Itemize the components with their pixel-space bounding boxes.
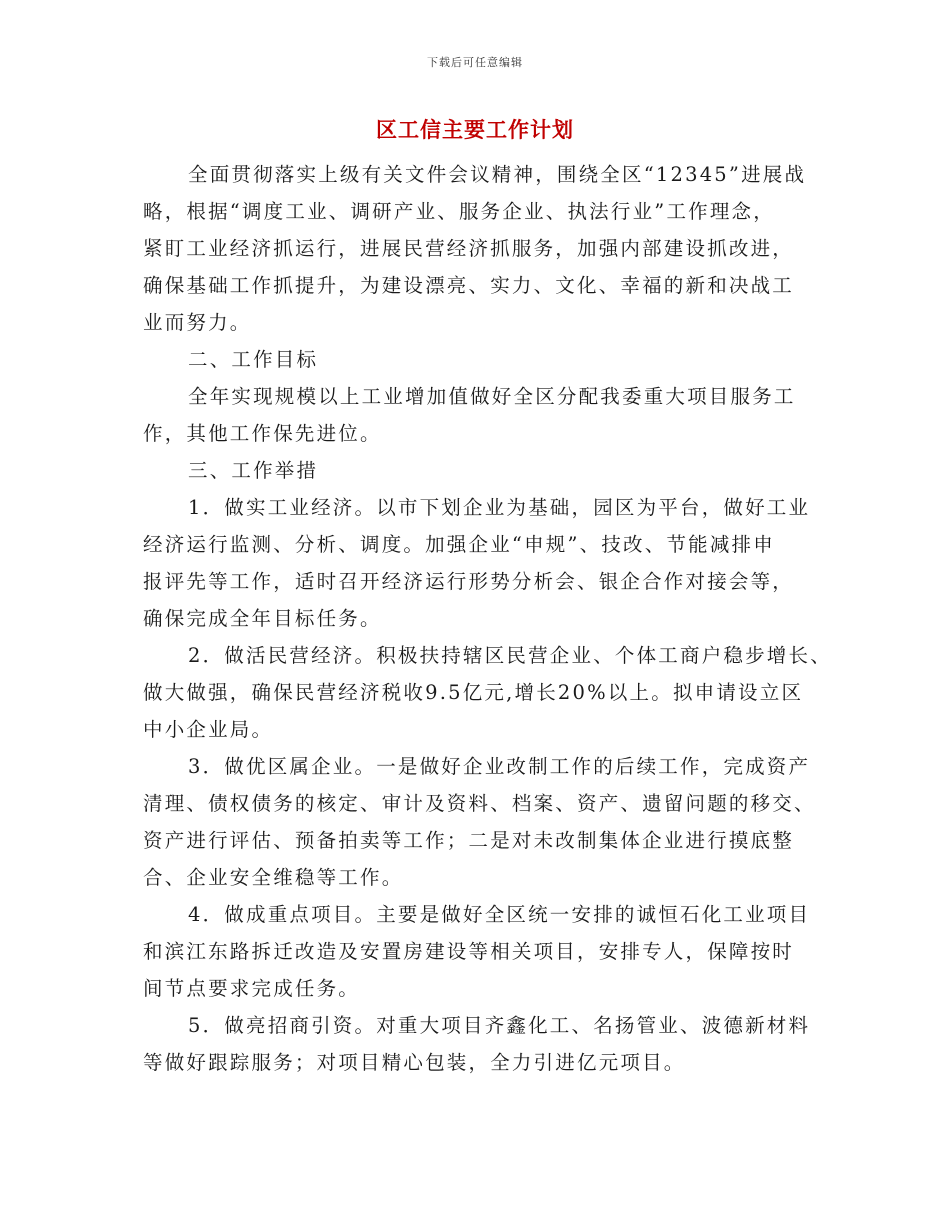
document-title: 区工信主要工作计划 [376, 117, 574, 142]
body-line: 间节点要求完成任务。 [143, 977, 361, 1000]
body-line: 业而努力。 [143, 311, 252, 334]
body-line: 经济运行监测、分析、调度。加强企业“申规”、技改、节能减排申 [143, 533, 775, 556]
body-line: 二、工作目标 [188, 348, 319, 371]
body-line: 5．做亮招商引资。对重大项目齐鑫化工、名扬管业、波德新材料 [188, 1014, 811, 1037]
body-line: 2．做活民营经济。积极扶持辖区民营企业、个体工商户稳步增长、 [188, 644, 832, 667]
body-line: 3．做优区属企业。一是做好企业改制工作的后续工作，完成资产 [188, 755, 811, 778]
body-line: 作，其他工作保先进位。 [143, 422, 382, 445]
body-line: 全面贯彻落实上级有关文件会议精神，围绕全区“12345”进展战 [188, 163, 807, 186]
header-note: 下载后可任意编辑 [427, 56, 523, 69]
body-line: 全年实现规模以上工业增加值做好全区分配我委重大项目服务工 [188, 385, 796, 408]
body-line: 略，根据“调度工业、调研产业、服务企业、执法行业”工作理念， [143, 200, 775, 223]
body-line: 资产进行评估、预备拍卖等工作；二是对未改制集体企业进行摸底整 [143, 829, 795, 852]
body-line: 清理、债权债务的核定、审计及资料、档案、资产、遗留问题的移交、 [143, 792, 816, 815]
body-line: 确保完成全年目标任务。 [143, 607, 382, 630]
body-line: 等做好跟踪服务；对项目精心包装，全力引进亿元项目。 [143, 1051, 686, 1074]
body-line: 和滨江东路拆迁改造及安置房建设等相关项目，安排专人，保障按时 [143, 940, 795, 963]
body-line: 4．做成重点项目。主要是做好全区统一安排的诚恒石化工业项目 [188, 903, 811, 926]
body-line: 做大做强，确保民营经济税收9.5亿元,增长20%以上。拟申请设立区 [143, 681, 804, 704]
body-line: 三、工作举措 [188, 459, 319, 482]
document-body [143, 156, 832, 1081]
body-line: 中小企业局。 [143, 718, 274, 741]
body-line: 合、企业安全维稳等工作。 [143, 866, 404, 889]
body-line: 报评先等工作，适时召开经济运行形势分析会、银企合作对接会等， [143, 570, 795, 593]
body-line: 确保基础工作抓提升，为建设漂亮、实力、文化、幸福的新和决战工 [143, 274, 795, 297]
body-line: 紧盯工业经济抓运行，进展民营经济抓服务，加强内部建设抓改进， [143, 237, 795, 260]
body-line: 1．做实工业经济。以市下划企业为基础，园区为平台，做好工业 [188, 496, 811, 519]
